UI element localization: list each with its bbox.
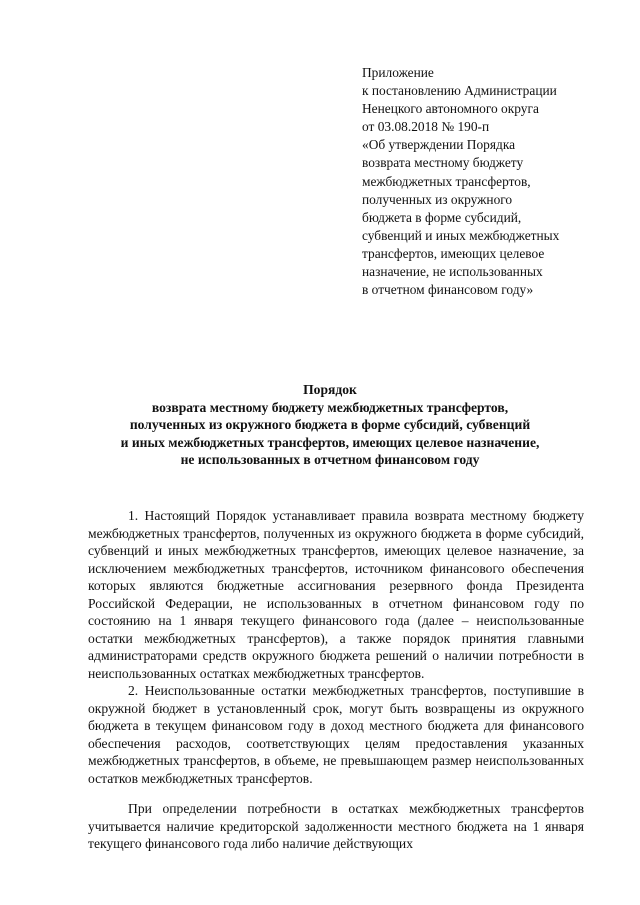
- title-line: Порядок: [303, 382, 357, 397]
- appendix-line: к постановлению Администрации: [362, 83, 557, 99]
- title-line: возврата местному бюджету межбюджетных трансфертов,: [151, 399, 509, 415]
- document-body: [88, 507, 584, 853]
- appendix-line: субвенций и иных межбюджетных: [362, 227, 560, 243]
- paragraph-3: При определении потребности в остатках межбюджетных трансфертов учитывается наличие кредиторской задолженности местного бюджета на 1 января текущего финансового года либо наличие действующих: [88, 801, 584, 851]
- title-line: и иных межбюджетных трансфертов, имеющих целевое назначение,: [120, 434, 540, 450]
- appendix-line: Ненецкого автономного округа: [362, 101, 539, 117]
- appendix-block: [362, 64, 632, 299]
- appendix-line: назначение, не использованных: [362, 264, 543, 280]
- appendix-line: «Об утверждении Порядка: [362, 137, 516, 153]
- appendix-line: полученных из окружного: [362, 191, 513, 207]
- appendix-line: бюджета в форме субсидий,: [362, 209, 522, 225]
- appendix-line: межбюджетных трансфертов,: [362, 173, 531, 189]
- appendix-line: трансфертов, имеющих целевое: [362, 245, 545, 261]
- appendix-line: возврата местному бюджету: [362, 155, 524, 171]
- appendix-line: Приложение: [362, 65, 434, 80]
- appendix-line: от 03.08.2018 № 190-п: [362, 119, 490, 135]
- title-line: не использованных в отчетном финансовом году: [180, 452, 480, 468]
- title-line: полученных из окружного бюджета в форме субсидий, субвенций: [129, 417, 531, 433]
- paragraph-1: 1. Настоящий Порядок устанавливает правила возврата местному бюджету межбюджетных трансфертов, полученных из окружного бюджета в форме субсидий, субвенций и иных межбюджетных трансфертов, имеющих целевое назначение, за исключением межбюджетных трансфертов, источником финансового обеспечения которых являются бюджетные ассигнования резервного фонда Президента Российской Федерации, не использованных в отчетном финансовом году по состоянию на 1 января текущего финансового года (далее – неиспользованные остатки межбюджетных трансфертов), а также порядок принятия главными администраторами средств окружного бюджета решений о наличии потребности в неиспользованных остатках межбюджетных трансфертов.: [88, 508, 584, 681]
- document-title: [60, 381, 600, 469]
- paragraph-2: 2. Неиспользованные остатки межбюджетных трансфертов, поступившие в окружной бюджет в установленный срок, могут быть возвращены из окружного бюджета в текущем финансовом году в доход местного бюджета для финансового обеспечения расходов, соответствующих целям предоставления указанных межбюджетных трансфертов, в объеме, не превышающем размер неиспользованных остатков межбюджетных трансфертов.: [88, 683, 584, 786]
- appendix-line: в отчетном финансовом году»: [362, 282, 534, 298]
